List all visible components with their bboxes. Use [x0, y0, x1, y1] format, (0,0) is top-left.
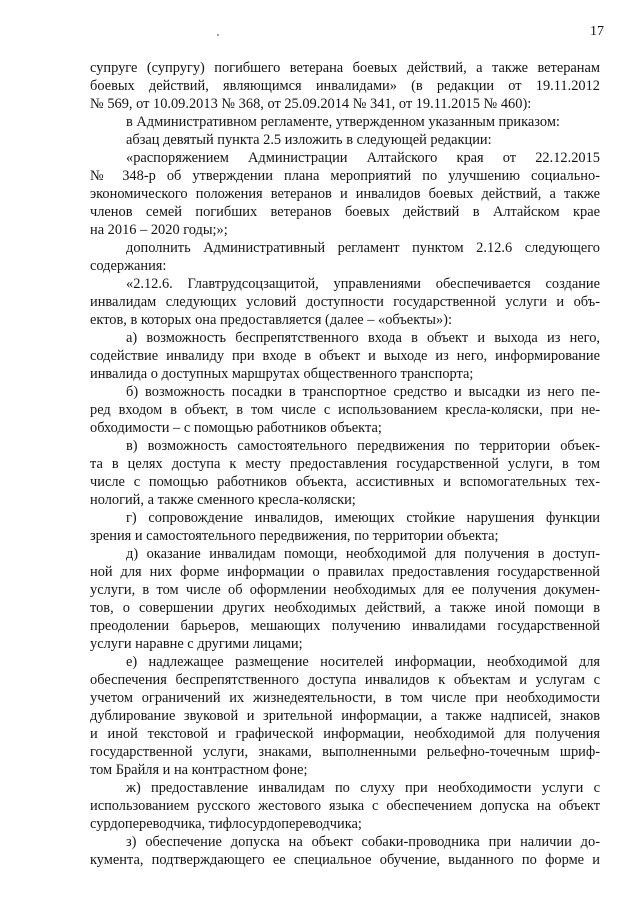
text-line: числе с помощью работников объекта, ассистивных и вспомогательных тех-: [90, 474, 600, 490]
text-line: в) возможность самостоятельного передвижения по территории объек-: [126, 438, 600, 454]
text-line: нологий, а также сменного кресла-коляски;: [90, 492, 356, 508]
text-line: преодолении барьеров, мешающих получению инвалидами государственной: [90, 618, 600, 634]
text-line: ред входом в объект, в том числе с использованием кресла-коляски, при не-: [90, 402, 600, 418]
text-line: дублирование звуковой и зрительной информации, а также надписей, знаков: [90, 708, 600, 724]
text-line: том Брайля и на контрастном фоне;: [90, 762, 308, 778]
text-line: содействие инвалиду при входе в объект и выходе из него, информирование: [90, 348, 600, 364]
text-line: членов семей погибших ветеранов боевых действий в Алтайском крае: [90, 204, 600, 220]
text-line: а) возможность беспрепятственного входа в объект и выхода из него,: [126, 330, 600, 346]
text-line: и иной текстовой и графической информации, необходимой для получения: [90, 726, 600, 742]
scan-dot-mark: [217, 34, 219, 36]
text-line: ж) предоставление инвалидам по слуху при необходимости услуги с: [126, 780, 600, 796]
text-line: обеспечения беспрепятственного доступа инвалидов к объектам и услугам с: [90, 672, 600, 688]
text-line: зрения и самостоятельного передвижения, по территории объекта;: [90, 528, 499, 544]
text-line: та в целях доступа к месту предоставления государственной услуги, в том: [90, 456, 600, 472]
text-line: ной для них форме информации о правилах предоставления государственной: [90, 564, 600, 580]
text-line: учетом ограничений их жизнедеятельности, в том числе при необходимости: [90, 690, 600, 706]
text-line: б) возможность посадки в транспортное средство и высадки из него пе-: [126, 384, 600, 400]
text-line: на 2016 – 2020 годы;»;: [90, 222, 228, 238]
text-line: дополнить Административный регламент пунктом 2.12.6 следующего: [126, 240, 600, 256]
text-line: инвалида о доступных маршрутах общественного транспорта;: [90, 366, 474, 382]
text-line: боевых действий, являющимся инвалидами» (в редакции от 19.11.2012: [90, 78, 600, 94]
text-line: государственной услуги, знаками, выполненными рельефно-точечным шриф-: [90, 744, 600, 760]
text-line: инвалидам следующих условий доступности государственной услуги и объ-: [90, 294, 600, 310]
text-line: супруге (супругу) погибшего ветерана боевых действий, а также ветеранам: [90, 60, 600, 76]
text-line: услуги наравне с другими лицами;: [90, 636, 303, 652]
text-line: ектов, в которых она предоставляется (далее – «объекты»):: [90, 312, 452, 328]
document-body: [90, 59, 600, 869]
text-line: содержания:: [90, 258, 167, 274]
text-line: использованием русского жестового языка с обеспечением допуска на объект: [90, 798, 600, 814]
text-line: сурдопереводчика, тифлосурдопереводчика;: [90, 816, 362, 832]
text-line: экономического положения ветеранов и инвалидов боевых действий, а также: [90, 186, 600, 202]
text-line: е) надлежащее размещение носителей информации, необходимой для: [126, 654, 600, 670]
text-line: д) оказание инвалидам помощи, необходимой для получения в доступ-: [126, 546, 600, 562]
text-line: в Административном регламенте, утвержденном указанным приказом:: [126, 114, 560, 130]
text-line: «2.12.6. Главтрудсоцзащитой, управлениями обеспечивается создание: [126, 276, 600, 292]
text-line: тов, о совершении других необходимых действий, а также иной помощи в: [90, 600, 600, 616]
text-line: № 348-р об утверждении плана мероприятий по улучшению социально-: [90, 168, 600, 184]
text-line: абзац девятый пункта 2.5 изложить в следующей редакции:: [126, 132, 492, 148]
text-line: № 569, от 10.09.2013 № 368, от 25.09.2014 № 341, от 19.11.2015 № 460):: [90, 96, 532, 112]
text-line: з) обеспечение допуска на объект собаки-проводника при наличии до-: [126, 834, 600, 850]
page-number: 17: [590, 24, 604, 39]
text-line: г) сопровождение инвалидов, имеющих стойкие нарушения функции: [126, 510, 600, 526]
text-line: кумента, подтверждающего ее специальное обучение, выданного по форме и: [90, 852, 600, 868]
text-line: услуги, в том числе об оформлении необходимых для ее получения докумен-: [90, 582, 600, 598]
text-line: «распоряжением Администрации Алтайского края от 22.12.2015: [126, 150, 600, 166]
text-line: обходимости – с помощью работников объекта;: [90, 420, 382, 436]
